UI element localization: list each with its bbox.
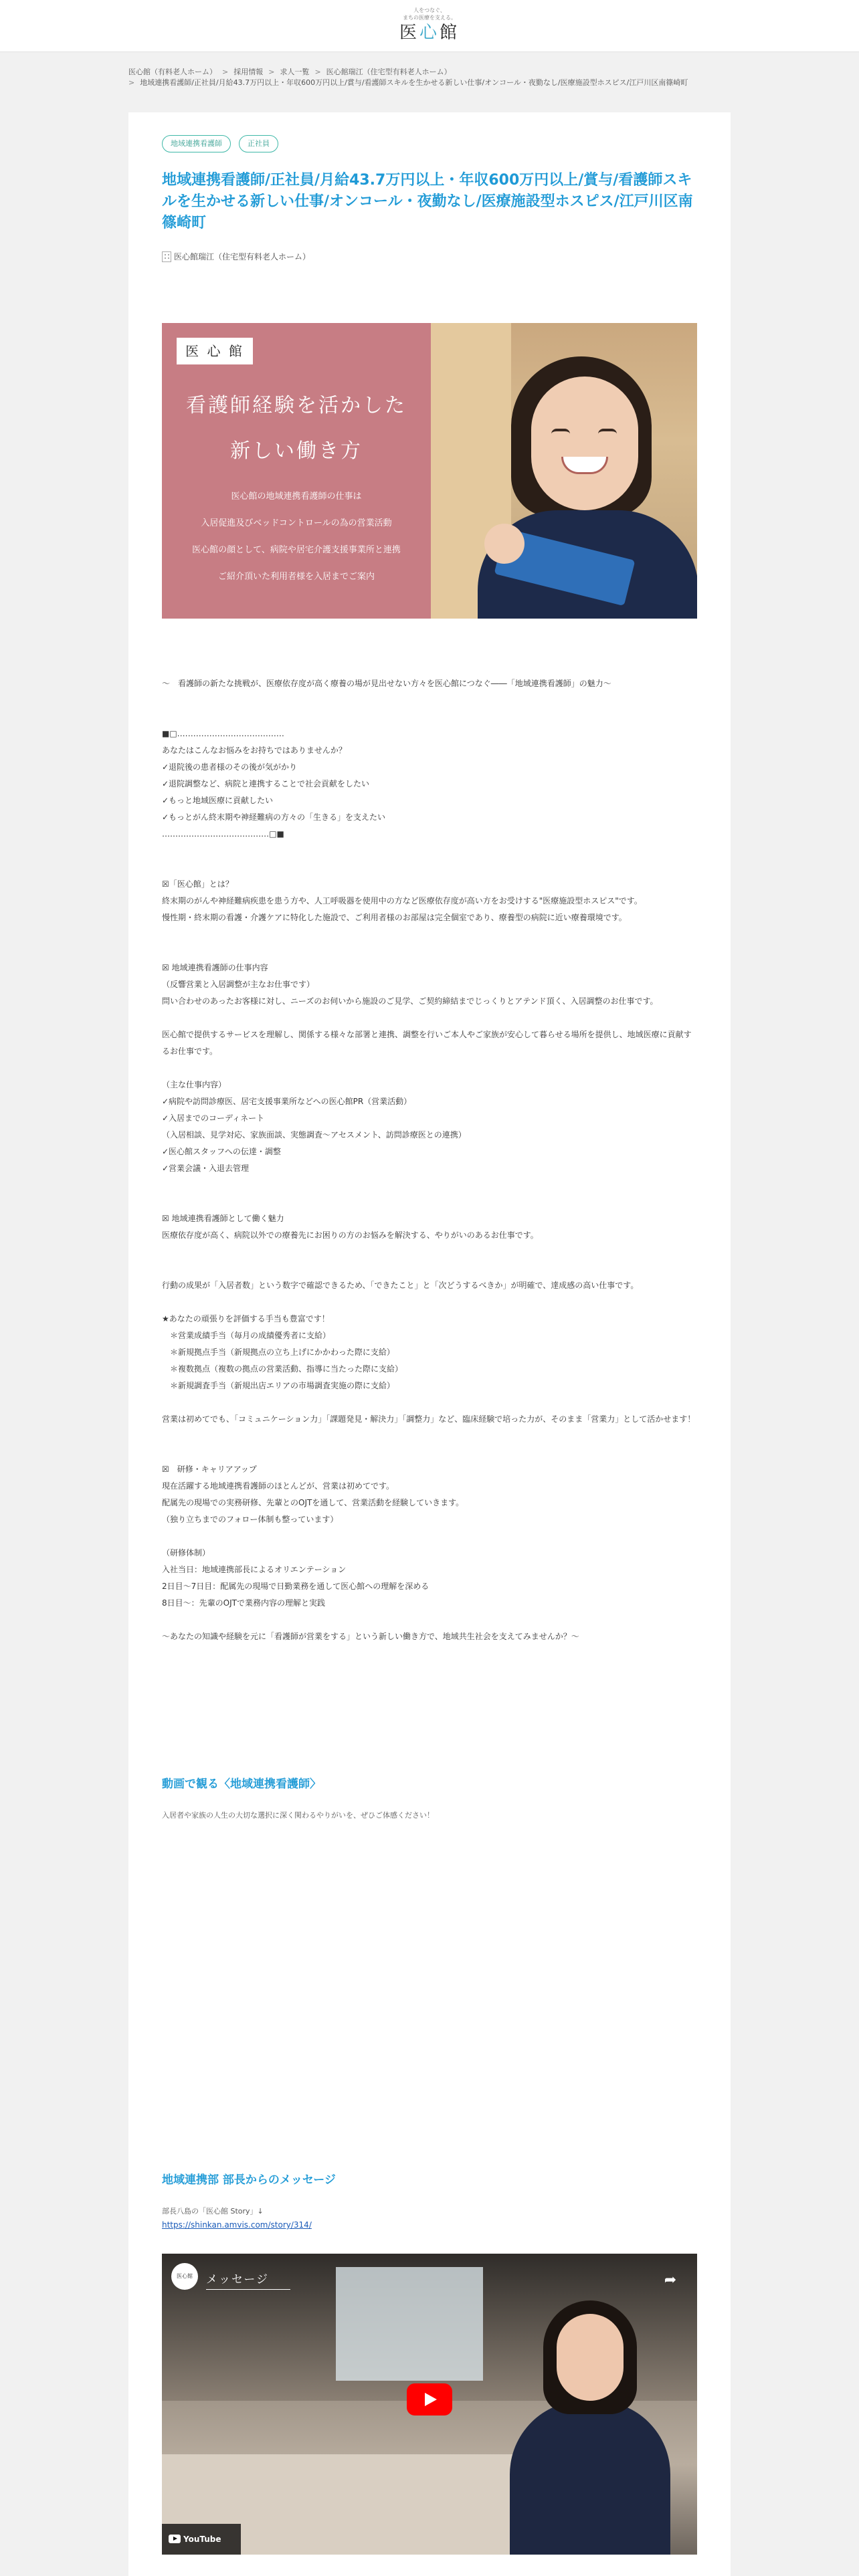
logo-name	[0, 21, 859, 44]
photo-eye	[551, 429, 570, 434]
youtube-video-embed[interactable]	[162, 2254, 697, 2555]
photo-hand	[484, 524, 524, 564]
tag-employment-type: 正社員	[239, 135, 278, 152]
hero-line: 医心館の顔として、病院や居宅介護支援事業所と連携	[192, 545, 401, 555]
company-name	[162, 251, 310, 262]
hero-banner	[162, 323, 697, 619]
spacer	[162, 926, 697, 960]
breadcrumb-separator: >	[128, 78, 135, 87]
video-section-caption: 入居者や家族の人生の大切な選択に深く関わるやりがいを、ぜひご体感ください！	[162, 1811, 434, 1820]
intro-text: ～ 看護師の新たな挑戦が、医療依存度が高く療養の場が見出せない方々を医心館につなぐ――「地域連携看護師」の魅力～	[162, 679, 611, 688]
video-speaker-body	[510, 2401, 670, 2555]
training-career: ☒ 研修・キャリアアップ 現在活躍する地域連携看護師のほとんどが、営業は初めてです。 配属先の現場での実務研修、先輩とのOJTを通して、営業活動を経験していきます。 （独り立ちまでのフォロー体制も整っています） （研修体制） 入社当日：地域連携部長によるオリエンテーション 2日目～7日目：配属先の現場で日勤業務を通して医心館への理解を深める 8日目～：先輩のOJTで業務内容の理解と実践 ～あなたの知識や経験を元に「看護師が営業をする」という新しい働き方で、地域共生社会を支えてみませんか？～	[162, 1465, 579, 1641]
hero-description	[162, 484, 431, 591]
youtube-label: YouTube	[183, 2535, 221, 2544]
breadcrumb-facility[interactable]: 医心館瑞江（住宅型有料老人ホーム）	[326, 68, 452, 76]
message-section-note: 部長八島の「医心館 Story」↓	[162, 2207, 264, 2216]
breadcrumb-home[interactable]: 医心館（有料老人ホーム）	[128, 68, 217, 76]
hero-logo: 医 心 館	[177, 338, 253, 364]
spacer	[162, 843, 697, 876]
breadcrumb-separator: >	[268, 68, 275, 76]
photo-face	[531, 377, 638, 510]
logo-heart-char: 心	[419, 23, 440, 43]
logo-tagline-2: まちの医療を支える。	[403, 15, 456, 21]
breadcrumb-current: 地域連携看護師/正社員/月給43.7万円以上・年収600万円以上/賞与/看護師スキルを生かせる新しい仕事/オンコール・夜勤なし/医療施設型ホスピス/江戸川区南篠崎町	[140, 78, 688, 87]
spacer	[162, 1428, 697, 1461]
breadcrumb-separator: >	[314, 68, 321, 76]
youtube-icon	[169, 2535, 181, 2543]
hero-headline-1: 看護師経験を活かした	[186, 394, 407, 417]
hero-line: 医心館の地域連携看護師の仕事は	[231, 492, 362, 502]
job-detail-card	[128, 112, 731, 2576]
photo-eye	[598, 429, 617, 434]
site-logo[interactable]	[0, 7, 859, 44]
logo-tagline-1: 人をつなぐ、	[413, 7, 446, 13]
about-ishinkan: ☒「医心館」とは？ 終末期のがんや神経難病疾患を患う方や、人工呼吸器を使用中の方など医療依存度が高い方をお受けする"医療施設型ホスピス"です。 慢性期・終末期の看護・介護ケアに特化した施設で、ご利用者様のお部屋は完全個室であり、療養型の病院に近い療養環境です。	[162, 879, 642, 922]
job-description	[162, 675, 697, 1645]
nurse-photo	[431, 323, 697, 619]
play-button-icon[interactable]	[407, 2383, 452, 2416]
hero-headline	[162, 383, 431, 474]
channel-avatar[interactable]: 医心館	[171, 2263, 198, 2290]
hero-headline-2: 新しい働き方	[230, 439, 363, 463]
hero-line: 入居促進及びベッドコントロールの為の営業活動	[201, 518, 392, 528]
worries-list: ■□‥‥‥‥‥‥‥‥‥‥‥‥‥‥‥‥‥‥‥‥ あなたはこんなお悩みをお持ちではありませんか？ ✓退院後の患者様のその後が気がかり ✓退院調整など、病院と連携することで社会貢献をしたい ✓もっと地域医療に貢献したい ✓もっとがん終末期や神経難病の方々の「生きる」を支えたい ‥‥‥‥‥‥‥‥‥‥‥‥‥‥‥‥‥‥‥‥□■	[162, 729, 386, 839]
building-icon	[162, 251, 171, 262]
breadcrumb-recruit[interactable]: 採用情報	[233, 68, 264, 76]
story-link[interactable]: https://shinkan.amvis.com/story/314/	[162, 2220, 312, 2230]
hero-line: ご紹介頂いた利用者様を入居までご案内	[217, 572, 375, 582]
share-icon[interactable]: ➦	[664, 2272, 677, 2288]
breadcrumb	[128, 67, 731, 88]
spacer	[162, 1177, 697, 1210]
video-section-title: 動画で観る〈地域連携看護師〉	[162, 1778, 321, 1791]
spacer	[162, 692, 697, 726]
breadcrumb-separator: >	[222, 68, 229, 76]
message-section-title: 地域連携部 部長からのメッセージ	[162, 2173, 336, 2187]
job-appeal: ☒ 地域連携看護師として働く魅力 医療依存度が高く、病院以外での療養先にお困りの方のお悩みを解決する、やりがいのあるお仕事です。 行動の成果が「入居者数」という数字で確認できるため、「できたこと」と「次どうするべきか」が明確で、達成感の高い仕事です。 ★あなたの頑張りを評価する手当も豊富です！ ＊営業成績手当（毎月の成績優秀者に支給） ＊新規拠点手当（新規拠点の立ち上げにかかわった際に支給） ＊複数拠点（複数の拠点の営業活動、指導に当たった際に支給） ＊新規調査手当（新規出店エリアの市場調査実施の際に支給） 営業は初めてでも、「コミュニケーション力」「課題発見・解決力」「調整力」など、臨床経験で培った力が、そのまま「営業力」として活かせます！	[162, 1214, 696, 1424]
logo-char-1: 医	[399, 23, 419, 43]
watch-on-youtube-button[interactable]	[162, 2524, 241, 2555]
video-speaker-face	[557, 2314, 624, 2401]
video-title[interactable]: メッセージ	[206, 2270, 290, 2290]
job-content: ☒ 地域連携看護師の仕事内容 （反響営業と入居調整が主なお仕事です） 問い合わせのあったお客様に対し、ニーズのお伺いから施設のご見学、ご契約締結までじっくりとアテンド頂く、入居調整のお仕事です。 医心館で提供するサービスを理解し、関係する様々な部署と連携、調整を行いご本人やご家族が安心して暮らせる場所を提供し、地域医療に貢献するお仕事です。 （主な仕事内容） ✓病院や訪問診療医、居宅支援事業所などへの医心館PR（営業活動） ✓入居までのコーディネート （入居相談、見学対応、家族面談、実態調査～アセスメント、訪問診療医との連携） ✓医心館スタッフへの伝達・調整 ✓営業会議・入退去管理	[162, 963, 692, 1173]
tag-job-type: 地域連携看護師	[162, 135, 231, 152]
logo-char-2: 館	[440, 23, 460, 43]
job-tags	[162, 135, 286, 152]
video-window	[336, 2267, 483, 2381]
breadcrumb-job-list[interactable]: 求人一覧	[280, 68, 310, 76]
site-header	[0, 0, 859, 52]
job-title: 地域連携看護師/正社員/月給43.7万円以上・年収600万円以上/賞与/看護師スキルを生かせる新しい仕事/オンコール・夜勤なし/医療施設型ホスピス/江戸川区南篠崎町	[162, 172, 693, 231]
company-label: 医心館瑞江（住宅型有料老人ホーム）	[174, 252, 311, 261]
